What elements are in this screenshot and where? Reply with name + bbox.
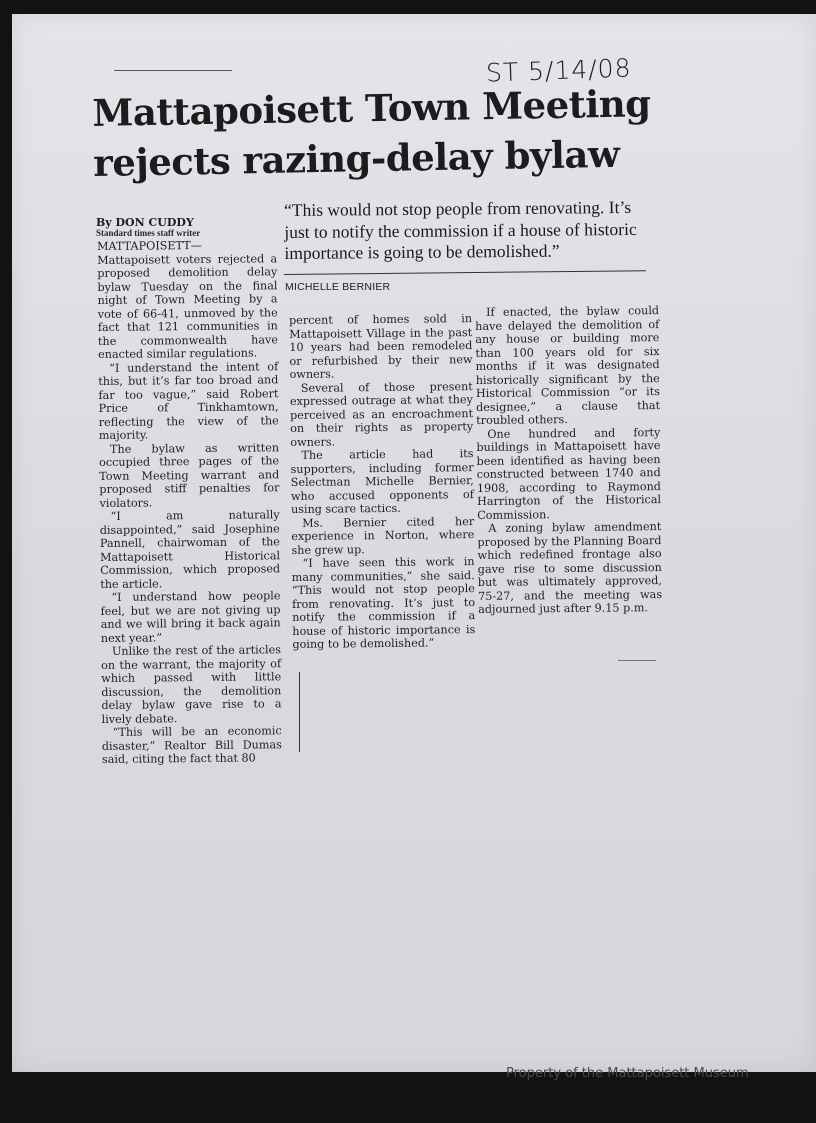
top-rule: [114, 70, 232, 71]
paragraph: percent of homes sold in Mattapoisett Village in the past 10 years had been remodeled or refurbished by their new owners.: [289, 312, 473, 381]
headline-line-2: rejects razing-delay bylaw: [92, 131, 620, 185]
end-rule: [618, 660, 656, 661]
paragraph: “I understand the intent of this, but it’s far too broad and far too vague,” said Robert Price of Tinkhamtown, reflecting the view of the majority.: [98, 359, 279, 442]
pull-quote-attribution: MICHELLE BERNIER: [285, 281, 391, 293]
article-column-3: [475, 304, 662, 616]
article-column-2: [289, 312, 476, 651]
paragraph: “I have seen this work in many communities,” she said. “This would not stop people from renovating. It’s just to notify the commission if a house of historic importance is going to be demolished.”: [291, 555, 476, 651]
paragraph: Unlike the rest of the articles on the warrant, the majority of which passed with little discussion, the demolition delay bylaw gave rise to a lively debate.: [101, 643, 282, 726]
headline: [92, 78, 654, 188]
handwritten-date-note: ST 5/14/08: [485, 53, 632, 88]
paragraph: MATTAPOISETT— Mattapoisett voters rejected a proposed demolition delay bylaw Tuesday on the final night of Town Meeting by a vote of 66-41, unmoved by the fact that 121 communities in the commonwealth have enacted similar regulations.: [97, 238, 279, 361]
column-divider: [299, 672, 300, 752]
byline-role: Standard times staff writer: [96, 228, 201, 238]
paragraph: Ms. Bernier cited her experience in Norton, where she grew up.: [291, 514, 475, 557]
paragraph: The article had its supporters, including former Selectman Michelle Bernier, who accused opponents of using scare tactics.: [290, 447, 474, 516]
paragraph: “This will be an economic disaster,” Realtor Bill Dumas said, citing the fact that 80: [101, 724, 282, 766]
paragraph: One hundred and forty buildings in Mattapoisett have been identified as having been constructed between 1740 and 1908, according to Raymond Harrington of the Historical Commission.: [476, 425, 662, 522]
byline-author: By DON CUDDY: [96, 216, 194, 229]
headline-line-1: Mattapoisett Town Meeting: [92, 81, 651, 135]
paragraph: A zoning bylaw amendment proposed by the Planning Board which redefined frontage also gave rise to some discussion but was ultimately approved, 75-27, and the meeting was adjourned just after 9.15 p.m.: [477, 520, 663, 616]
article-column-1: [97, 238, 282, 766]
paragraph: The bylaw as written occupied three pages of the Town Meeting warrant and proposed stiff penalties for violators.: [99, 440, 280, 510]
paragraph: Several of those present expressed outrage at what they perceived as an encroachment on their rights as property owners.: [289, 379, 474, 449]
paragraph: If enacted, the bylaw could have delayed the demolition of any house or building more than 100 years old for six months if it was designated historically significant by the Historical Commission “or its designee,” a clause that troubled others.: [475, 304, 661, 427]
paragraph: “I am naturally disappointed,” said Josephine Pannell, chairwoman of the Mattapoisett Historical Commission, which proposed the article.: [99, 508, 281, 591]
museum-watermark: Property of the Mattapoisett Museum: [506, 1066, 749, 1081]
paragraph: “I understand how people feel, but we are not giving up and we will bring it back again next year.”: [100, 589, 281, 645]
pull-quote: “This would not stop people from renovating. It’s just to notify the commission if a house of historic importance is going to be demolished.”: [284, 196, 637, 263]
